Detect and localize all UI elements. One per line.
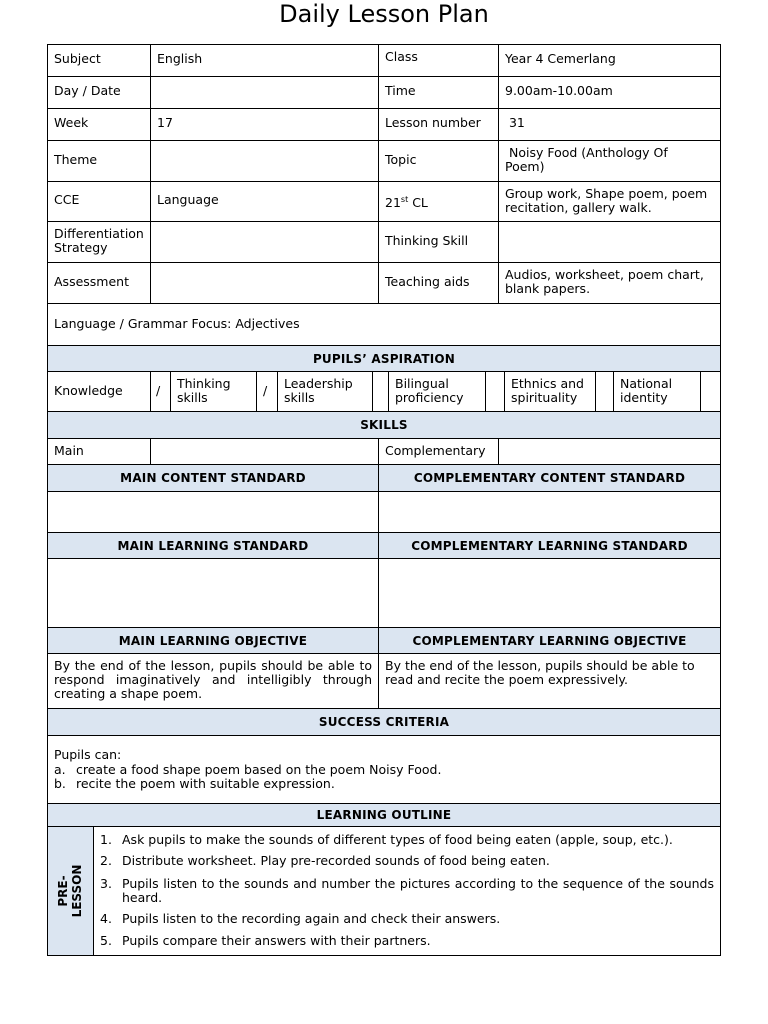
skills-main-label: Main	[54, 443, 84, 458]
outline-step-text: Pupils compare their answers with their partners.	[122, 933, 431, 948]
aspiration-knowledge-mark: /	[156, 383, 161, 398]
aspiration-bilingual: Bilingual proficiency	[395, 376, 464, 405]
aspiration-header: PUPILS’ ASPIRATION	[47, 345, 721, 372]
main-learning-standard-cell	[47, 558, 379, 628]
aspiration-leadership-skills: Leadership skills	[284, 376, 353, 405]
complementary-content-standard-cell	[378, 491, 721, 533]
success-criteria-marker-a: a.	[54, 762, 66, 777]
main-content-standard-cell	[47, 491, 379, 533]
learning-outline-header: LEARNING OUTLINE	[47, 803, 721, 827]
success-criteria-item-b: recite the poem with suitable expression.	[76, 776, 335, 791]
outline-step-number: 2.	[100, 853, 112, 868]
info-table	[47, 44, 721, 304]
success-criteria-marker-b: b.	[54, 776, 66, 791]
pre-lesson-stage-label: PRE- LESSON	[56, 864, 84, 918]
complementary-learning-objective-text: By the end of the lesson, pupils should be able to read and recite the poem expressively.	[385, 658, 695, 687]
class-value: Year 4 Cemerlang	[505, 51, 616, 66]
outline-step-number: 5.	[100, 933, 112, 948]
cl-label: 21st CL	[385, 195, 428, 211]
differentiation-label: Differentiation Strategy	[54, 226, 144, 255]
success-criteria-header: SUCCESS CRITERIA	[47, 708, 721, 736]
teaching-aids-label: Teaching aids	[385, 274, 470, 289]
complementary-learning-objective-header: COMPLEMENTARY LEARNING OBJECTIVE	[378, 627, 721, 654]
day-date-label: Day / Date	[54, 83, 121, 98]
subject-value: English	[157, 51, 203, 66]
cl-value: Group work, Shape poem, poem recitation, gallery walk.	[505, 186, 708, 215]
theme-label: Theme	[54, 152, 98, 167]
grammar-focus: Language / Grammar Focus: Adjectives	[54, 316, 300, 331]
success-criteria-item-a: create a food shape poem based on the poem Noisy Food.	[76, 762, 442, 777]
outline-step-text: Pupils listen to the recording again and check their answers.	[122, 911, 501, 926]
class-label: Class	[385, 49, 418, 64]
complementary-learning-standard-header: COMPLEMENTARY LEARNING STANDARD	[378, 532, 721, 559]
thinking-skill-label: Thinking Skill	[385, 233, 469, 248]
outline-step-text: Pupils listen to the sounds and number the pictures according to the sequence of the sounds heard.	[122, 876, 714, 905]
success-criteria-intro: Pupils can:	[54, 747, 122, 762]
outline-step-text: Ask pupils to make the sounds of different types of food being eaten (apple, soup, etc.).	[122, 832, 673, 847]
main-content-standard-header: MAIN CONTENT STANDARD	[47, 464, 379, 492]
aspiration-thinking-skills: Thinking skills	[177, 376, 231, 405]
time-label: Time	[385, 83, 416, 98]
topic-label: Topic	[385, 152, 417, 167]
lesson-number-label: Lesson number	[385, 115, 481, 130]
complementary-learning-standard-cell	[378, 558, 721, 628]
week-value: 17	[157, 115, 173, 130]
skills-header: SKILLS	[47, 411, 721, 439]
main-learning-objective-header: MAIN LEARNING OBJECTIVE	[47, 627, 379, 654]
week-label: Week	[54, 115, 89, 130]
subject-label: Subject	[54, 51, 101, 66]
aspiration-national-identity: National identity	[620, 376, 673, 405]
lesson-number-value: 31	[505, 115, 525, 130]
outline-step-number: 1.	[100, 832, 112, 847]
aspiration-thinking-mark: /	[263, 383, 268, 398]
page-title: Daily Lesson Plan	[279, 0, 489, 28]
main-learning-objective-text: By the end of the lesson, pupils should be able to respond imaginatively and intelligibly through creating a shape poem.	[54, 658, 372, 701]
main-learning-standard-header: MAIN LEARNING STANDARD	[47, 532, 379, 559]
teaching-aids-value: Audios, worksheet, poem chart, blank papers.	[505, 267, 704, 296]
outline-step-number: 4.	[100, 911, 112, 926]
aspiration-knowledge: Knowledge	[54, 383, 123, 398]
aspiration-ethnics: Ethnics and spirituality	[511, 376, 584, 405]
outline-step-text: Distribute worksheet. Play pre-recorded sounds of food being eaten.	[122, 853, 550, 868]
skills-complementary-label: Complementary	[385, 443, 486, 458]
cce-label: CCE	[54, 192, 80, 207]
skills-row	[47, 438, 721, 465]
cce-value: Language	[157, 192, 219, 207]
outline-step-number: 3.	[100, 876, 112, 891]
topic-value: Noisy Food (Anthology Of Poem)	[505, 145, 672, 174]
assessment-label: Assessment	[54, 274, 129, 289]
time-value: 9.00am-10.00am	[505, 83, 613, 98]
complementary-content-standard-header: COMPLEMENTARY CONTENT STANDARD	[378, 464, 721, 492]
